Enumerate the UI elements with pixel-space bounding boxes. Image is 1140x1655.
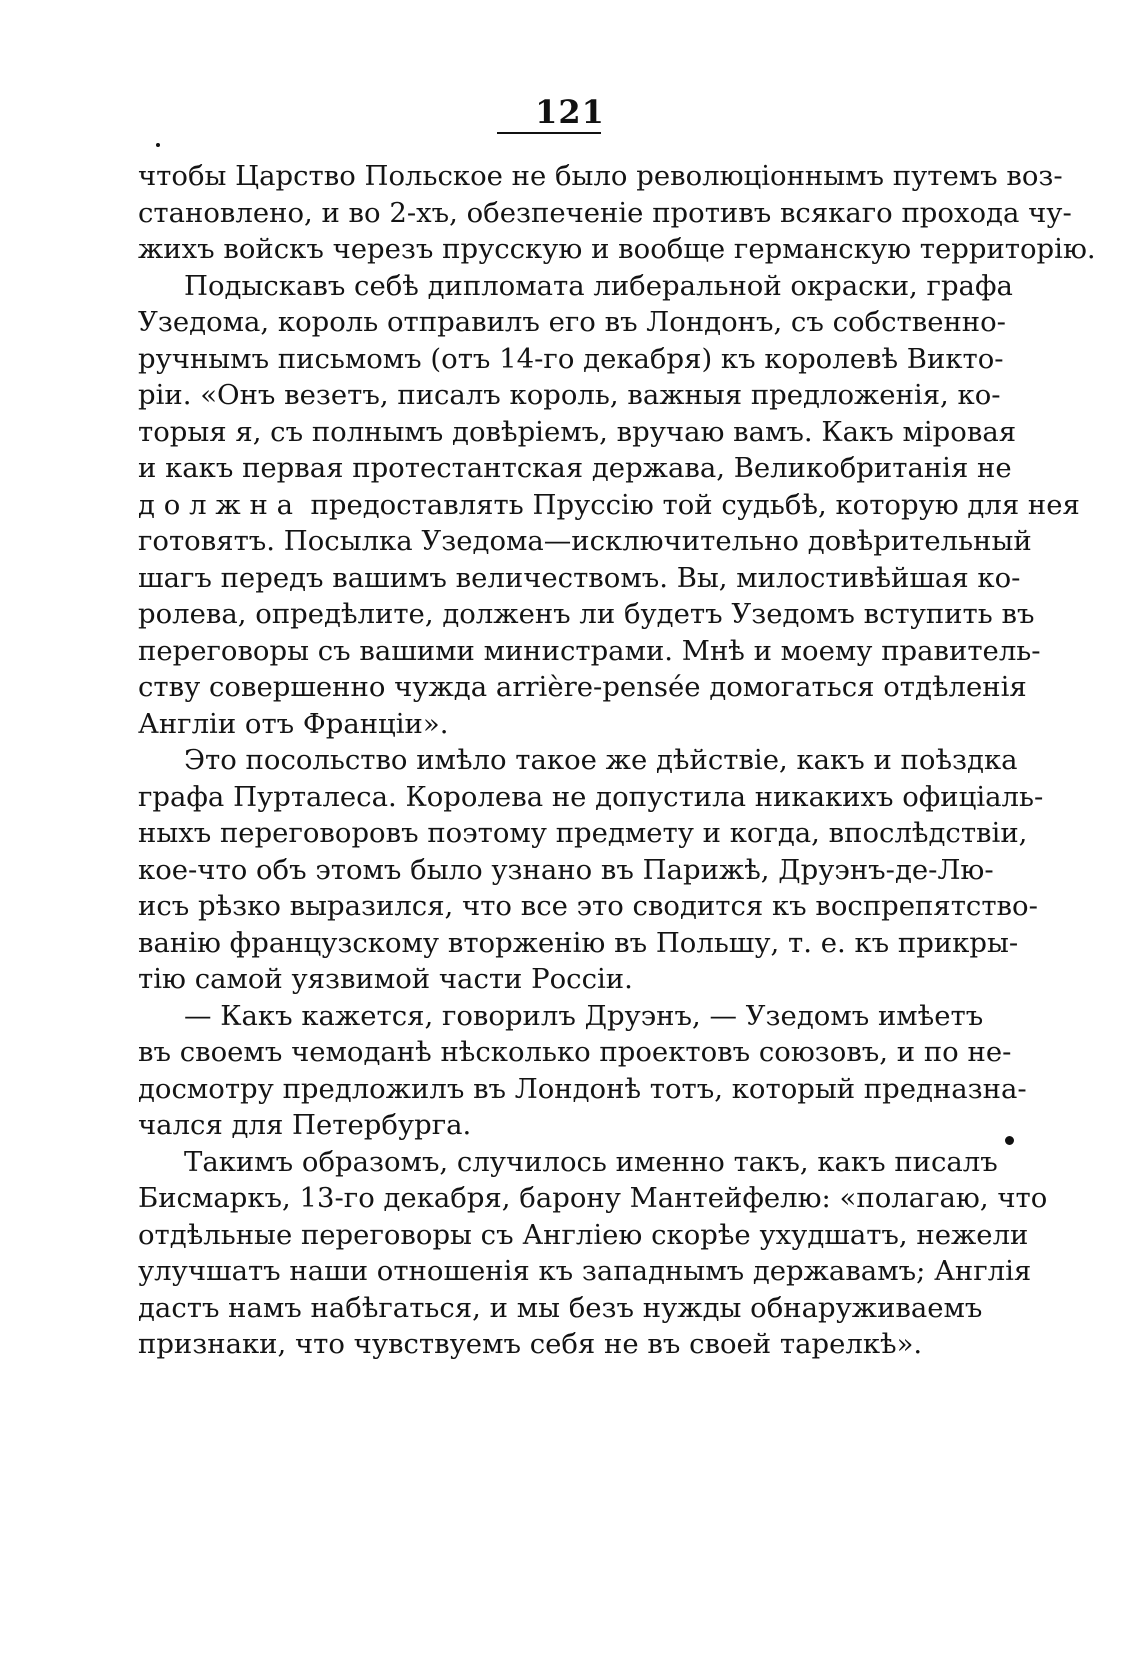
text-line: ванію французскому вторженію въ Польшу, т. е. къ прикры- xyxy=(138,926,1019,959)
text-line: Это посольство имѣло такое же дѣйствіе, какъ и поѣздка xyxy=(184,744,1018,776)
text-line: ріи. «Онъ везетъ, писалъ король, важныя предложенія, ко- xyxy=(138,379,1001,411)
text-line: и какъ первая протестантская держава, Великобританія не xyxy=(138,452,1012,484)
paragraph xyxy=(138,268,1080,743)
text-line: — Какъ кажется, говорилъ Друэнъ, — Узедомъ имѣетъ xyxy=(184,999,984,1032)
text-line-rest: предоставлять Пруссію той судьбѣ, которую для нея xyxy=(301,488,1080,521)
text-line: отдѣльные переговоры съ Англіею скорѣе ухудшатъ, нежели xyxy=(138,1218,1029,1251)
text-line: Такимъ образомъ, случилось именно такъ, какъ писалъ xyxy=(184,1145,998,1178)
text-line: чтобы Царство Польское не было революціоннымъ путемъ воз- xyxy=(138,160,1063,192)
text-line: Бисмаркъ, 13-го декабря, барону Мантейфелю: «полагаю, что xyxy=(138,1182,1048,1214)
text-line: Подыскавъ себѣ дипломата либеральной окраски, графа xyxy=(184,269,1013,302)
text-line: въ своемъ чемоданѣ нѣсколько проектовъ союзовъ, и по не- xyxy=(138,1036,1012,1068)
text-line: переговоры съ вашими министрами. Мнѣ и моему правитель- xyxy=(138,634,1041,667)
page-number-rule xyxy=(497,132,601,134)
text-line: Узедома, король отправилъ его въ Лондонъ, съ собственно- xyxy=(138,306,1006,338)
text-line: чался для Петербурга. xyxy=(138,1109,472,1141)
spaced-word: должна xyxy=(138,488,302,521)
text-line: шагъ передъ вашимъ величествомъ. Вы, милостивѣйшая ко- xyxy=(138,561,1021,594)
text-line: дастъ намъ набѣгаться, и мы безъ нужды обнаруживаемъ xyxy=(138,1291,983,1324)
text-line: ству совершенно чужда arrière-pensée домогаться отдѣленія xyxy=(138,671,1027,703)
text-line: жихъ войскъ черезъ прусскую и вообще германскую территорію. xyxy=(138,233,1096,265)
text-line-spaced xyxy=(138,487,1080,524)
text-line: кое-что объ этомъ было узнано въ Парижѣ, Друэнъ-де-Лю- xyxy=(138,853,994,886)
text-line: ныхъ переговоровъ поэтому предмету и когда, впослѣдствіи, xyxy=(138,817,1028,849)
text-line: признаки, что чувствуемъ себя не въ своей тарелкѣ». xyxy=(138,1328,923,1360)
text-line: ручнымъ письмомъ (отъ 14-го декабря) къ королевѣ Викто- xyxy=(138,342,1004,375)
text-line: досмотру предложилъ въ Лондонѣ тотъ, который предназна- xyxy=(138,1072,1027,1105)
paragraph xyxy=(138,998,1027,1144)
paragraph xyxy=(138,158,1096,268)
paragraph xyxy=(138,1144,1048,1363)
print-speck xyxy=(156,143,160,147)
margin-speck xyxy=(1005,1136,1014,1145)
text-line: торыя я, съ полнымъ довѣріемъ, вручаю вамъ. Какъ міровая xyxy=(138,415,1017,448)
text-line: ролева, опредѣлите, долженъ ли будетъ Узедомъ вступить въ xyxy=(138,598,1035,630)
text-line: графа Пурталеса. Королева не допустила никакихъ офиціаль- xyxy=(138,780,1044,813)
text-line: исъ рѣзко выразился, что все это сводится къ воспрепятство- xyxy=(138,890,1038,922)
text-line: становлено, и во 2-хъ, обезпеченіе противъ всякаго прохода чу- xyxy=(138,196,1072,229)
page-number: 121 xyxy=(535,93,605,131)
text-line: Англіи отъ Франціи». xyxy=(138,707,449,740)
text-line: тію самой уязвимой части Россіи. xyxy=(138,963,633,995)
text-line: улучшатъ наши отношенія къ западнымъ державамъ; Англія xyxy=(138,1255,1032,1287)
paragraph xyxy=(138,742,1044,998)
text-line: готовятъ. Посылка Узедома—исключительно довѣрительный xyxy=(138,525,1032,557)
text-body xyxy=(138,158,1096,1363)
